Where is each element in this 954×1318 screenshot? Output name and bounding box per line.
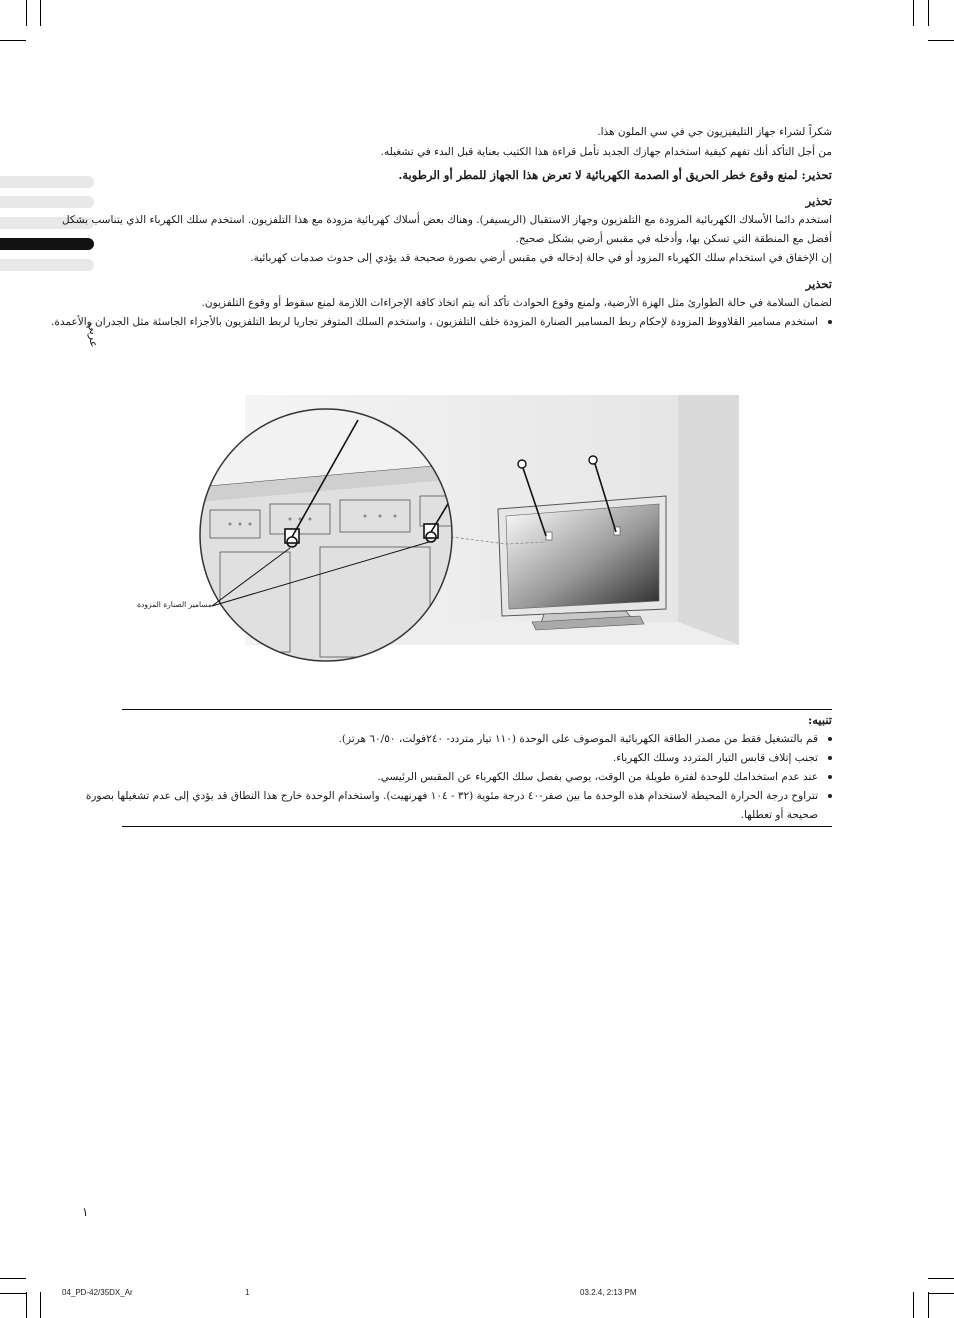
note-bullet-text: صحيحة أو تعطلها.	[740, 809, 818, 821]
note-title: تنبيه:	[807, 713, 832, 727]
intro-line-2: من أجل التأكد أنك تفهم كيفية استخدام جهازك الجديد تأمل قراءة هذا الكتيب بعناية قبل البدء في تشغيله.	[380, 146, 832, 158]
bullet-dot	[828, 737, 832, 741]
warning-label: تحذير:	[801, 168, 832, 182]
bullet-text: استخدم مسامير القلاووظ المزودة لإحكام ربط المسامير الصنارة المزودة خلف التلفزيون ، واستخدم السلك المتوفر تجاريا لربط التلفزيون بالأجزاء الجاسئة مثل الجدران والأعمدة.	[51, 316, 818, 328]
language-tab	[0, 176, 94, 188]
footer-timestamp: 03.2.4, 2:13 PM	[580, 1288, 637, 1297]
crop-mark	[913, 1292, 914, 1318]
crop-mark	[0, 1278, 26, 1279]
crop-mark	[928, 40, 954, 41]
note-bullet	[613, 749, 832, 768]
language-tab-active	[0, 238, 94, 250]
side-language-label: عربي	[87, 322, 100, 348]
bullet-dot	[828, 756, 832, 760]
tv-front	[498, 496, 666, 630]
intro-line-1: شكراً لشراء جهاز التليفيزيون جي في سي الملون هذا.	[597, 126, 832, 138]
language-tab	[0, 196, 94, 208]
caution-1-line-2: أفضل مع المنطقة التي تسكن بها، وأدخله في مقبس أرضي بشكل صحيح.	[515, 233, 832, 245]
bullet-dot	[828, 794, 832, 798]
bullet-dot	[828, 320, 832, 324]
caution-1-line-3: إن الإخفاق في استخدام سلك الكهرباء المزود أو في حالة إدخاله في مقبس أرضي بصورة صحيحة قد يؤدي إلى حدوث صدمات كهربائية.	[250, 252, 832, 264]
tv-wall-mount-illustration	[140, 392, 740, 692]
crop-mark	[913, 0, 914, 26]
callout-label: مسامير الصنارة المزودة	[137, 600, 212, 609]
warning-text: لمنع وقوع خطر الحريق أو الصدمة الكهربائية لا تعرض هذا الجهاز للمطر أو الرطوبة.	[398, 168, 798, 182]
footer-file: 04_PD-42/35DX_Ar	[62, 1288, 133, 1297]
crop-mark	[0, 1293, 26, 1294]
caution-1-title: تحذير	[805, 194, 832, 208]
crop-mark	[928, 1292, 929, 1318]
caution-1-line-1: استخدم دائما الأسلاك الكهربائية المزودة مع التلفزيون وجهاز الاستقبال (الريسيفر). وهناك بعض أسلاك كهربائية مزودة مع هذا التلفزيون. استخدم سلك الكهرباء الذي يتناسب بشكل	[61, 214, 832, 226]
crop-mark	[928, 1278, 954, 1279]
note-bullet-continuation	[741, 806, 818, 825]
note-bullet-text: قم بالتشغيل فقط من مصدر الطاقة الكهربائية الموصوف على الوحدة (١١٠ تيار متردد- ٢٤٠فولت، ٦٠/٥٠ هرتز).	[338, 733, 818, 745]
crop-mark	[40, 1292, 41, 1318]
note-bullet	[86, 787, 832, 806]
note-bullet	[339, 730, 832, 749]
note-bullet	[377, 768, 832, 787]
crop-mark	[928, 1293, 954, 1294]
page-number: ١	[82, 1205, 89, 1219]
footer-page: 1	[245, 1288, 250, 1297]
note-rule-top	[122, 709, 832, 710]
crop-mark	[928, 0, 929, 26]
note-bullet-text: عند عدم استخدامك للوحدة لفترة طويلة من الوقت، يوصي بفصل سلك الكهرباء عن المقبس الرئيسي.	[377, 771, 818, 783]
note-bullet-text: تجنب إتلاف قابس التيار المتردد وسلك الكهرباء.	[612, 752, 818, 764]
crop-mark	[26, 0, 27, 26]
caution-2-title: تحذير	[805, 277, 832, 291]
note-bullets	[85, 730, 832, 822]
note-bullet-text: تتراوح درجة الحرارة المحيطة لاستخدام هذه الوحدة ما بين صفر-٤٠ درجة مئوية (٣٢ - ١٠٤ فهرنهيت). واستخدام الوحدة خارج هذا النطاق قد يؤدي إلى عدم تشغيلها بصورة	[85, 790, 818, 802]
language-tab	[0, 259, 94, 271]
bullet-item	[51, 313, 832, 332]
caution-2-bullet	[51, 313, 832, 332]
note-rule-bottom	[122, 826, 832, 827]
crop-mark	[40, 0, 41, 26]
bullet-dot	[828, 775, 832, 779]
crop-mark	[0, 40, 26, 41]
crop-mark	[26, 1292, 27, 1318]
caution-2-line-1: لضمان السلامة في حالة الطوارئ مثل الهزة الأرضية، ولمنع وقوع الحوادث تأكد أنه يتم اتخاذ كافة الإجراءات اللازمة لمنع سقوط أو وقوع التلفزيون.	[201, 297, 832, 309]
warning-main	[398, 165, 832, 185]
